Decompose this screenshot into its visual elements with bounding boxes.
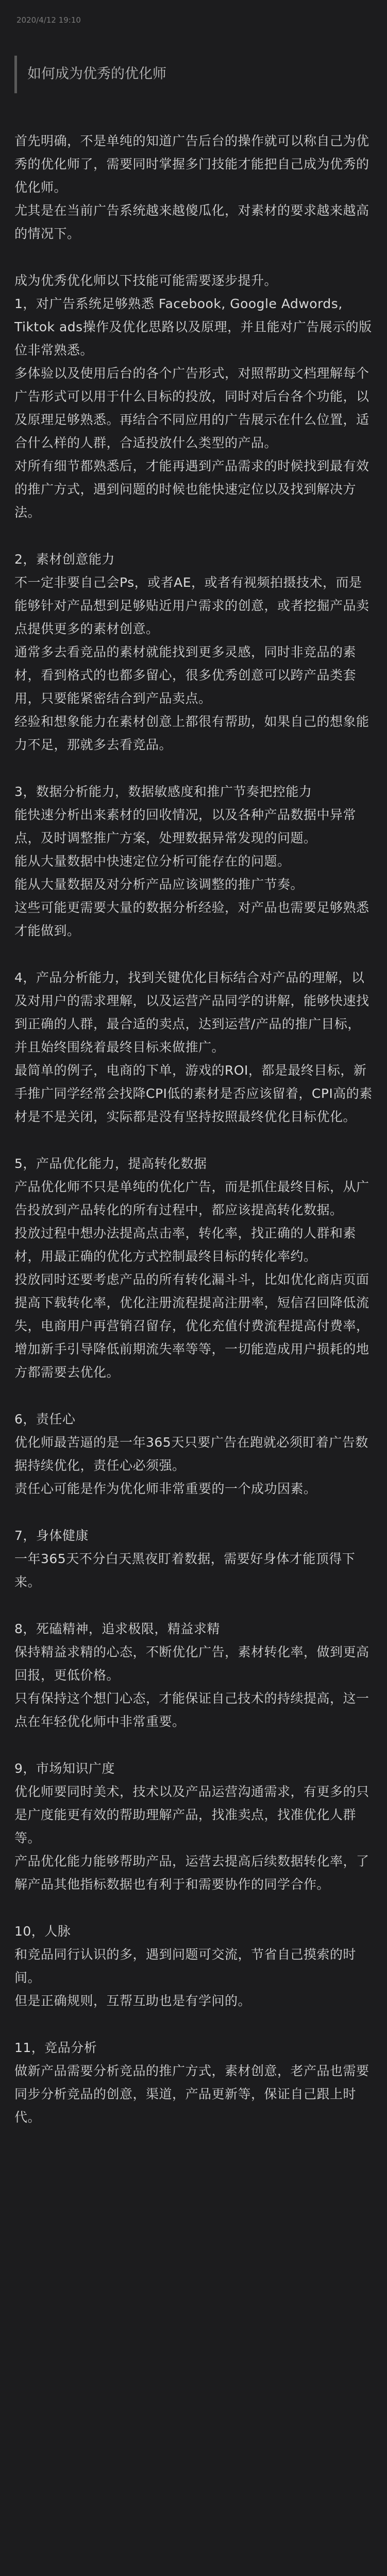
paragraph: 做新产品需要分析竞品的推广方式，素材创意，老产品也需要同步分析竞品的创意，渠道，产品更新等，保证自己跟上时代。: [14, 2063, 369, 2125]
paragraph: 投放同时还要考虑产品的所有转化漏斗斗，比如优化商店页面提高下载转化率，优化注册流程提高注册率，短信召回降低流失，电商用户再营销召留存，优化充值付费流程提高付费率，增加新手引导降低前期流失率等等，一切能造成用户损耗的地方都需要去优化。: [14, 1272, 369, 1380]
paragraph: 1，对广告系统足够熟悉 Facebook, Google Adwords, Tiktok ads操作及优化思路以及原理，并且能对广告展示的版位非常熟悉。: [14, 296, 372, 358]
paragraph: 优化师最苦逼的是一年365天只要广告在跑就必须盯着广告数据持续优化，责任心必须强。: [14, 1434, 368, 1473]
paragraph: 保持精益求精的心态，不断优化广告，素材转化率，做到更高回报，更低价格。: [14, 1644, 369, 1683]
section-heading: 2，素材创意能力: [14, 551, 115, 567]
paragraph: 尤其是在当前广告系统越来越傻瓜化，对素材的要求越来越高的情况下。: [14, 202, 369, 241]
paragraph: 投放过程中想办法提高点击率，转化率，找正确的人群和素材，用最正确的优化方式控制最终目标的转化率约。: [14, 1225, 357, 1264]
paragraph: 不一定非要自己会Ps，或者AE，或者有视频拍摄技术，而是能够针对产品想到足够贴近用户需求的创意，或者挖掘产品卖点提供更多的素材创意。: [14, 574, 369, 636]
paragraph: 一年365天不分白天黑夜盯着数据，需要好身体才能顶得下来。: [14, 1551, 356, 1589]
paragraph: 对所有细节都熟悉后，才能再遇到产品需求的时候找到最有效的推广方式，遇到问题的时候也能快速定位以及找到解决方法。: [14, 458, 369, 520]
quote-block: [14, 56, 373, 93]
paragraph: 和竞品同行认识的多，遇到问题可交流，节省自己摸索的时间。: [14, 1946, 357, 1985]
section-heading: 9，市场知识广度: [14, 1760, 115, 1776]
paragraph: 首先明确，不是单纯的知道广告后台的操作就可以称自己为优秀的优化师了，需要同时掌握多门技能才能把自己成为优秀的优化师。: [14, 133, 369, 195]
paragraph: 成为优秀优化师以下技能可能需要逐步提升。: [14, 273, 278, 288]
section-heading: 4，产品分析能力，找到关键优化目标结合对产品的理解，以及对用户的需求理解，以及运营产品同学的讲解，能够快速找到正确的人群，最合适的卖点，达到运营/产品的推广目标，并且始终围绕着最终目标来做推广。: [14, 970, 369, 1055]
paragraph: 通常多去看竞品的素材就能找到更多灵感，同时非竞品的素材，看到格式的也都多留心，很多优秀创意可以跨产品类套用，只要能紧密结合到产品卖点。: [14, 644, 357, 706]
section-heading: 11，竞品分析: [14, 2040, 97, 2055]
paragraph: 能快速分析出来素材的回收情况，以及各种产品数据中异常点，及时调整推广方案，处理数据异常发现的问题。: [14, 807, 357, 845]
section-heading: 5，产品优化能力，提高转化数据: [14, 1156, 207, 1171]
paragraph: 多体验以及使用后台的各个广告形式，对照帮助文档理解每个广告形式可以用于什么目标的投放，同时对后台各个功能，以及原理足够熟悉。再结合不同应用的广告展示在什么位置，适合什么样的人群，合适投放什么类型的产品。: [14, 365, 369, 450]
section-heading: 6，责任心: [14, 1411, 76, 1427]
paragraph: 优化师要同时美术，技术以及产品运营沟通需求，有更多的只是广度能更有效的帮助理解产品，找准卖点，找准优化人群等。: [14, 1784, 369, 1845]
paragraph: 能从大量数据中快速定位分析可能存在的问题。: [14, 853, 291, 869]
paragraph: 产品优化能力能够帮助产品，运营去提高后续数据转化率，了解产品其他指标数据也有利于和需要协作的同学合作。: [14, 1853, 369, 1892]
section-heading: 3，数据分析能力，数据敏感度和推广节奏把控能力: [14, 784, 312, 799]
paragraph: 最简单的例子，电商的下单，游戏的ROI，都是最终目标，新手推广同学经常会找降CPI低的素材是否应该留着，CPI高的素材是不是关闭，实际都是没有坚持按照最终优化目标优化。: [14, 1062, 373, 1124]
article-title: 如何成为优秀的优化师: [27, 66, 166, 82]
paragraph: 产品优化师不只是单纯的优化广告，而是抓住最终目标，从广告投放到产品转化的所有过程中，都应该提高转化数据。: [14, 1179, 369, 1217]
paragraph: 但是正确规则，互帮互助也是有学问的。: [14, 1993, 251, 2008]
paragraph: 只有保持这个想门心态，才能保证自己技术的持续提高，这一点在年轻优化师中非常重要。: [14, 1690, 369, 1729]
post-timestamp: 2020/4/12 19:10: [16, 15, 81, 25]
paragraph: 能从大量数据及对分析产品应该调整的推广节奏。: [14, 876, 304, 892]
paragraph: 这些可能更需要大量的数据分析经验，对产品也需要足够熟悉才能做到。: [14, 900, 369, 938]
section-heading: 8，死磕精神，追求极限，精益求精: [14, 1621, 220, 1636]
section-heading: 7，身体健康: [14, 1528, 89, 1543]
paragraph: 责任心可能是作为优化师非常重要的一个成功因素。: [14, 1481, 317, 1496]
section-heading: 10，人脉: [14, 1923, 71, 1939]
paragraph: 经验和想象能力在素材创意上都很有帮助，如果自己的想象能力不足，那就多去看竞品。: [14, 714, 369, 752]
